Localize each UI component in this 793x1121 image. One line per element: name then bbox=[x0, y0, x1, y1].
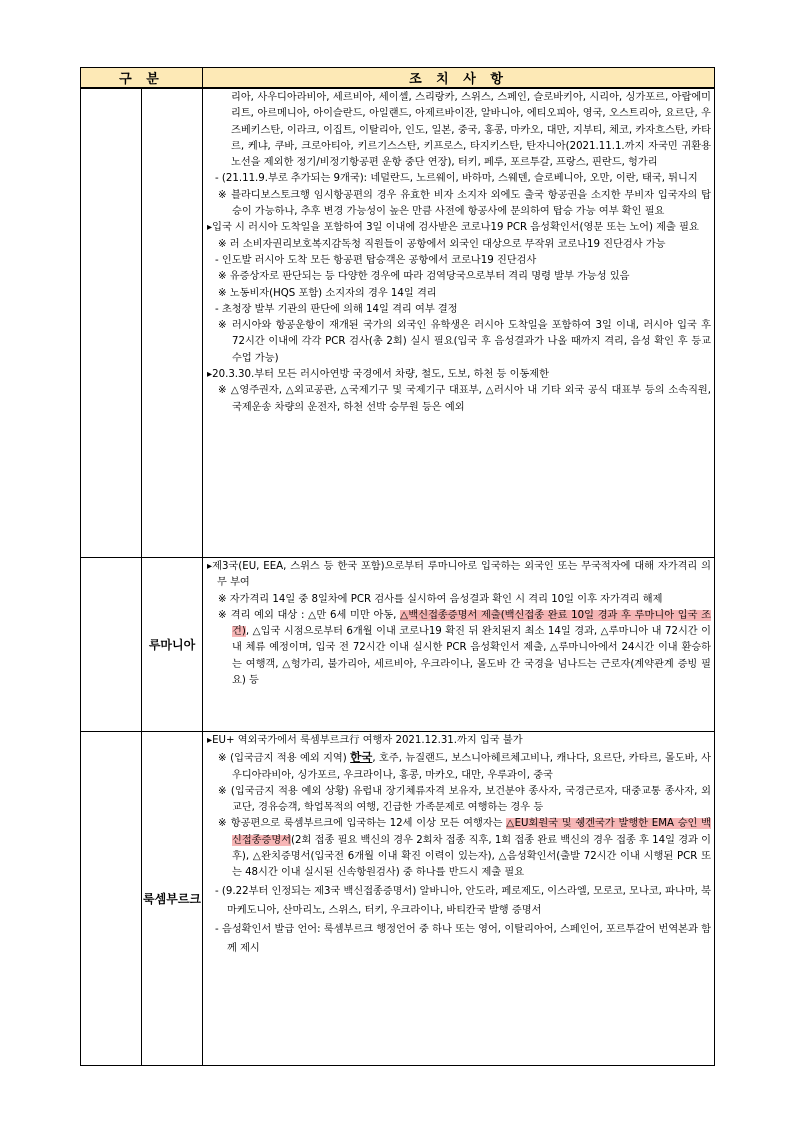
header-category: 구 분 bbox=[81, 68, 203, 89]
border-restriction: ▸20.3.30.부터 모든 러시아연방 국경에서 차량, 철도, 도보, 하천 등 이동제한 bbox=[207, 369, 549, 381]
students-note: ※ 러시아와 항공운항이 재개된 국가의 외국인 유학생은 러시아 도착일을 포함하여 3일 이내, 러시아 입국 후 72시간 이내에 각각 PCR 검사(총 2회) 실시 필요(입국 후 음성결과가 나올 때까지 격리, 음성 확인 후 등교 수업 가능) bbox=[218, 320, 711, 364]
consumer-agency-note: ※ 러 소비자권리보호복지감독청 직원들이 공항에서 외국인 대상으로 무작위 코로나19 진단검사 가능 bbox=[218, 238, 666, 250]
country-romania: 루마니아 bbox=[142, 558, 203, 732]
exception-rest: , △입국 시점으로부터 6개월 이내 코로나19 확진 뒤 완치된지 최소 14일 경과, △루마니아 내 72시간 이내 체류 예정이며, 입국 전 72시간 이내 실시한 PCR 음성확인서 제출, △루마니아에서 24시간 이내 환승하는 여행객, △헝가리, 불가리아, 세르비아, 우크라이나, 몰도바 간 국경을 넘나드는 근로자(계약관계 증빙 필요) 등 bbox=[232, 626, 711, 687]
country-list: 리아, 사우디아라비아, 세르비아, 세이셸, 스리랑카, 스위스, 스페인, 슬로바키아, 시리아, 싱가포르, 아랍에미리트, 아르메니아, 아이슬란드, 아일랜드, 아제르바이잔, 알바니아, 에티오피아, 영국, 오스트리아, 요르단, 우즈베키스탄, 이라크, 이집트, 이탈리아, 인도, 일본, 중국, 홍콩, 마카오, 대만, 지부티, 체코, 카자흐스탄, 카타르, 케냐, 쿠바, 크로아티아, 키르기스스탄, 키프로스, 타지키스탄, 탄자니아(2021.11.1.까지 자국민 귀환용 노선을 제외한 정기/비정기항공편 운항 중단 연장), 터키, 페루, 포르투갈, 프랑스, 핀란드, 헝가리 bbox=[231, 92, 711, 169]
lux-language: - 음성확인서 발급 언어: 룩셈부르크 행정언어 중 하나 또는 영어, 이탈리아어, 스페인어, 포르투갈어 번역본과 함께 제시 bbox=[215, 923, 711, 954]
border-exception: ※ △영주권자, △외교공관, △국제기구 및 국제기구 대표부, △러시아 내 기타 외국 공식 대표부 등의 소속직원, 국제운송 차량의 운전자, 하천 선박 승무원 등은 예외 bbox=[218, 385, 711, 413]
table-header bbox=[81, 68, 715, 89]
lux-third-country: - (9.22부터 인정되는 제3국 백신접종증명서) 알바니아, 안도라, 페로제도, 이스라엘, 모로코, 모나코, 파나마, 북마케도니아, 산마리노, 스위스, 터키, 우크라이나, 바티칸국 발행 증명서 bbox=[215, 885, 711, 916]
row-luxembourg bbox=[81, 732, 715, 1066]
lux-main: ▸EU+ 역외국가에서 룩셈부르크行 여행자 2021.12.31.까지 입국 불가 bbox=[207, 735, 523, 746]
highlight-vaccine: △백신접종증명서 제출(백신접종 완료 10일 경과 후 루마니아 입국 조건) bbox=[232, 609, 711, 638]
symptom-note: ※ 유증상자로 판단되는 등 다양한 경우에 따라 검역당국으로부터 격리 명령 발부 가능성 있음 bbox=[218, 271, 630, 283]
measures-table bbox=[80, 67, 715, 1066]
row-russia bbox=[81, 88, 715, 558]
inviter-note: - 초청장 발부 기관의 판단에 의해 14일 격리 여부 결정 bbox=[215, 303, 458, 315]
exempt-rest: , 호주, 뉴질랜드, 보스니아헤르체고비나, 캐나다, 요르단, 카타르, 몰도바, 사우디아라비아, 싱가포르, 우크라이나, 홍콩, 마카오, 대만, 우루과이, 중국 bbox=[232, 753, 711, 781]
left-margin-cell bbox=[81, 558, 142, 732]
romania-main: ▸제3국(EU, EEA, 스위스 등 한국 포함)으로부터 루마니아로 입국하는 외국인 또는 무국적자에 대해 자가격리 의무 부여 bbox=[207, 561, 711, 589]
india-note: - 인도발 러시아 도착 모든 항공편 탑승객은 공항에서 코로나19 진단검사 bbox=[215, 254, 537, 266]
lux-exempt-regions bbox=[207, 749, 711, 784]
romania-exception bbox=[207, 608, 711, 689]
document bbox=[80, 67, 715, 1066]
left-margin-cell bbox=[81, 88, 142, 558]
row-romania bbox=[81, 558, 715, 732]
measures-luxembourg bbox=[203, 732, 715, 1066]
labor-visa-note: ※ 노동비자(HQS 포함) 소지자의 경우 14일 격리 bbox=[218, 287, 437, 299]
exempt-prefix: ※ (입국금지 적용 예외 지역) bbox=[218, 753, 351, 765]
flight-prefix: ※ 항공편으로 룩셈부르크에 입국하는 12세 이상 모든 여행자는 bbox=[218, 818, 507, 830]
lux-exempt-situations: ※ (입국금지 적용 예외 상황) 유럽내 장기체류자격 보유자, 보건분야 종사자, 국경근로자, 대중교통 종사자, 외교단, 경유승객, 학업목적의 여행, 긴급한 가족문제로 여행하는 경우 등 bbox=[218, 785, 711, 814]
exception-prefix: ※ 격리 예외 대상 : △만 6세 미만 아동, bbox=[218, 609, 401, 621]
lux-flight-requirement bbox=[207, 816, 711, 881]
added-countries: - (21.11.9.부로 추가되는 9개국): 네덜란드, 노르웨이, 바하마, 스웨덴, 슬로베니아, 오만, 이란, 태국, 튀니지 bbox=[215, 173, 698, 185]
highlight-ema: △EU회원국 및 쉥겐국가 발행한 EMA 승인 백신접종증명서 bbox=[232, 818, 711, 846]
pcr-requirement: ▸입국 시 러시아 도착일을 포함하여 3일 이내에 검사받은 코로나19 PCR 음성확인서(영문 또는 노어) 제출 필요 bbox=[207, 222, 699, 234]
measures-romania bbox=[203, 558, 715, 732]
left-margin-cell bbox=[81, 732, 142, 1066]
country-luxembourg: 룩셈부르크 bbox=[142, 732, 203, 1066]
measures-russia bbox=[203, 88, 715, 558]
flight-rest: (2회 접종 필요 백신의 경우 2회차 접종 직후, 1회 접종 완료 백신의 경우 접종 후 14일 경과 이후), △완치증명서(입국전 6개월 이내 확진 이력이 있는자), △음성확인서(출발 72시간 이내 시행된 PCR 또는 48시간 이내 실시된 신속항원검사) 중 하나를 반드시 제출 필요 bbox=[232, 834, 711, 879]
vladivostok-note: ※ 블라디보스토크행 임시항공편의 경우 유효한 비자 소지자 외에도 출국 항공권을 소지한 무비자 입국자의 탑승이 가능하나, 추후 변경 가능성이 높은 만큼 사전에 항공사에 문의하여 탑승 가능 여부 확인 필요 bbox=[218, 189, 711, 218]
country-russia bbox=[142, 88, 203, 558]
romania-test: ※ 자가격리 14일 중 8일차에 PCR 검사를 실시하여 음성결과 확인 시 격리 10일 이후 자가격리 해제 bbox=[218, 593, 663, 605]
korea-bold: 한국 bbox=[350, 750, 373, 765]
header-measures: 조 치 사 항 bbox=[203, 68, 715, 89]
